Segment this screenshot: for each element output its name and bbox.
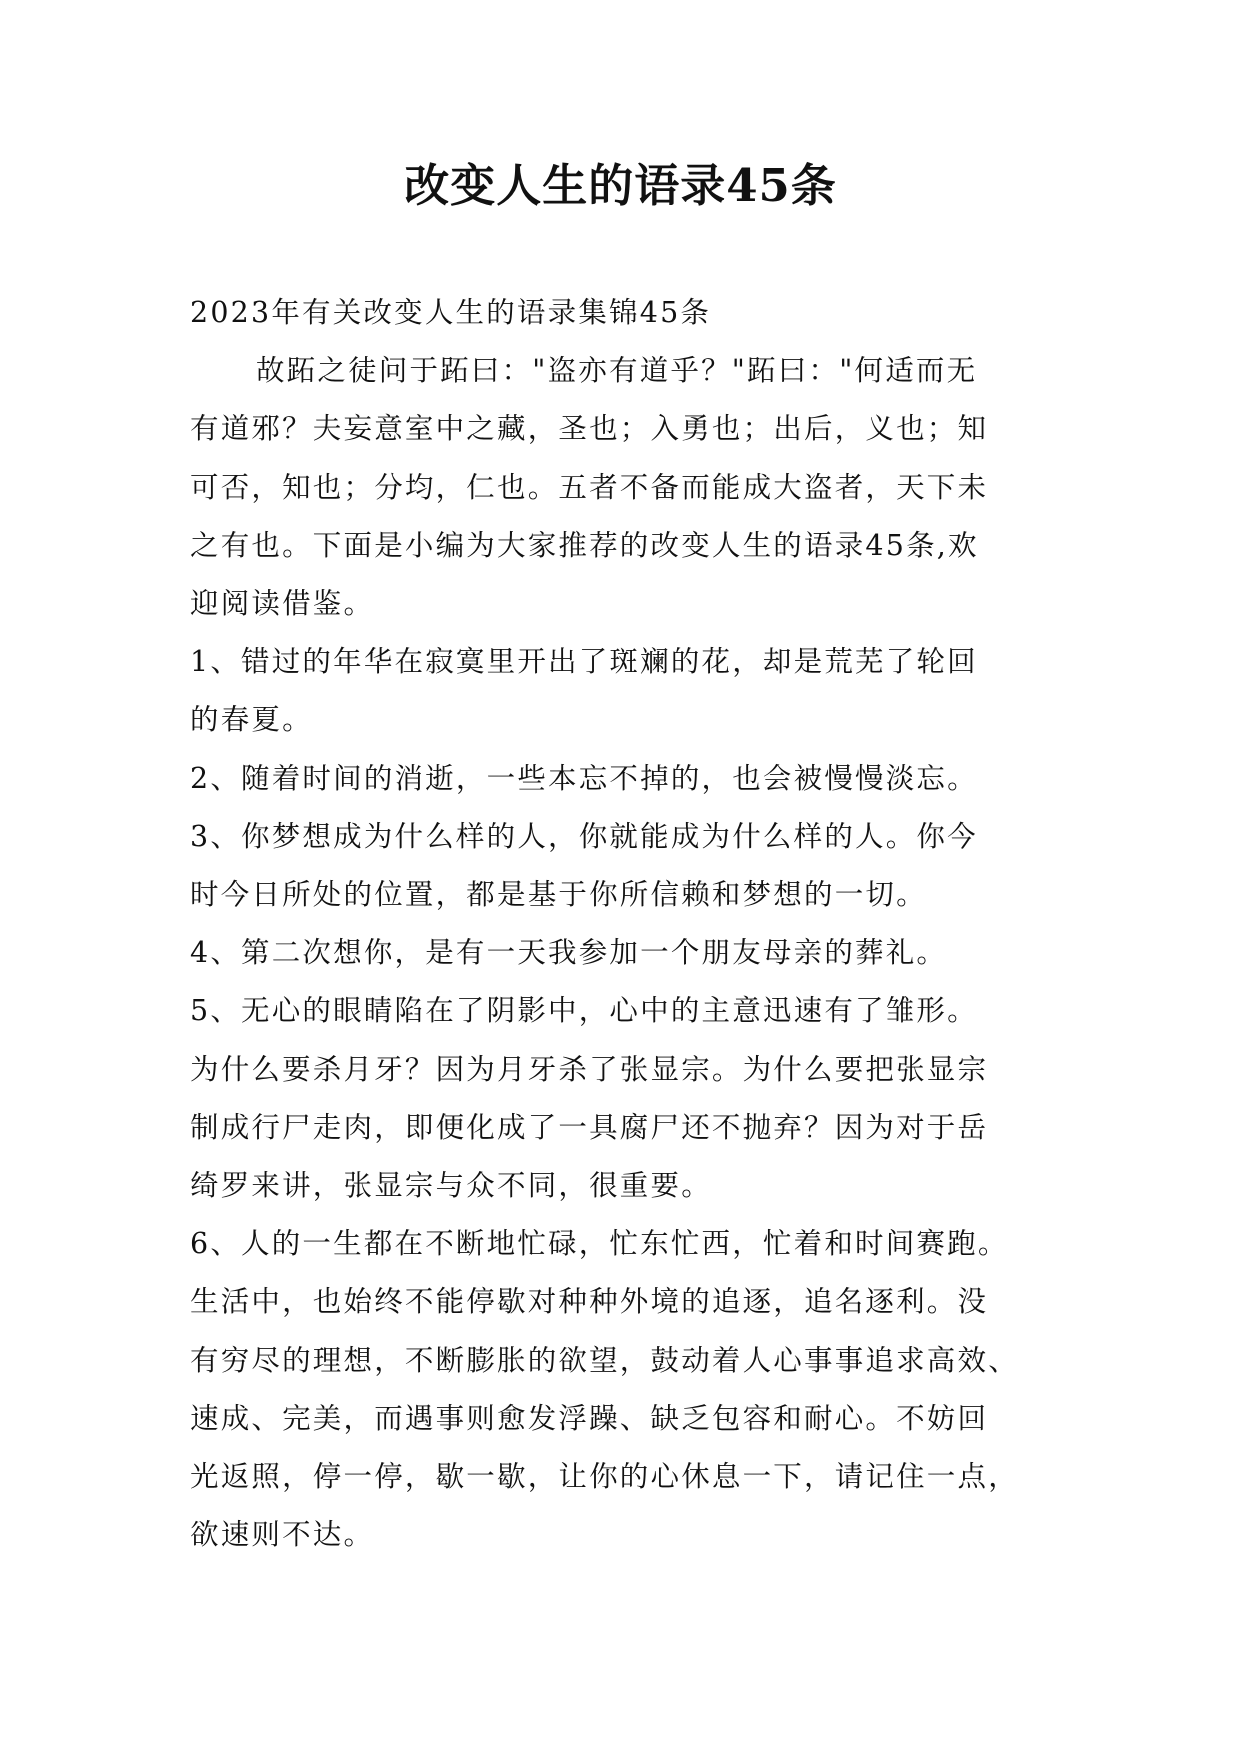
quote-line: 1、错过的年华在寂寞里开出了斑斓的花，却是荒芜了轮回 [190,645,978,679]
quote-item-5 [190,982,1088,1215]
quote-line: 2、随着时间的消逝，一些本忘不掉的，也会被慢慢淡忘。 [190,761,978,795]
quote-line: 为什么要杀月牙？因为月牙杀了张显宗。为什么要把张显宗 [190,1052,989,1086]
quote-line: 有穷尽的理想，不断膨胀的欲望，鼓动着人心事事追求高效、 [190,1343,1019,1377]
document-body [190,284,1088,1564]
quote-item-2 [190,750,1088,808]
quote-line: 3、你梦想成为什么样的人，你就能成为什么样的人。你今 [190,819,978,853]
quote-line: 绮罗来讲，张显宗与众不同，很重要。 [190,1169,712,1203]
quote-item-6 [190,1215,1088,1564]
quote-line: 5、无心的眼睛陷在了阴影中，心中的主意迅速有了雏形。 [190,994,978,1028]
intro-paragraph [190,342,1088,633]
quote-line: 的春夏。 [190,703,313,737]
intro-line: 之有也。下面是小编为大家推荐的改变人生的语录45条,欢 [190,528,979,562]
quote-line: 生活中，也始终不能停歇对种种外境的追逐，追名逐利。没 [190,1285,989,1319]
intro-line: 迎阅读借鉴。 [190,587,375,621]
quote-line: 欲速则不达。 [190,1518,375,1552]
intro-line: 故跖之徒问于跖曰："盗亦有道乎？"跖曰："何适而无 [256,354,978,388]
document-subtitle: 2023年有关改变人生的语录集锦45条 [190,296,712,329]
quote-item-4 [190,924,1088,982]
quote-line: 4、第二次想你，是有一天我参加一个朋友母亲的葬礼。 [190,936,948,970]
quote-item-1 [190,633,1088,749]
quote-line: 6、人的一生都在不断地忙碌，忙东忙西，忙着和时间赛跑。 [190,1227,1009,1261]
quote-line: 速成、完美，而遇事则愈发浮躁、缺乏包容和耐心。不妨回 [190,1401,989,1435]
quote-line: 光返照，停一停，歇一歇，让你的心休息一下，请记住一点， [190,1460,1019,1494]
quote-item-3 [190,808,1088,924]
quote-line: 制成行尸走肉，即便化成了一具腐尸还不抛弃？因为对于岳 [190,1110,989,1144]
document-title: 改变人生的语录45条 [404,159,837,212]
quote-line: 时今日所处的位置，都是基于你所信赖和梦想的一切。 [190,878,927,912]
intro-line: 有道邪？夫妄意室中之藏，圣也；入勇也；出后，义也；知 [190,412,989,446]
intro-line: 可否，知也；分均，仁也。五者不备而能成大盗者，天下未 [190,470,989,504]
